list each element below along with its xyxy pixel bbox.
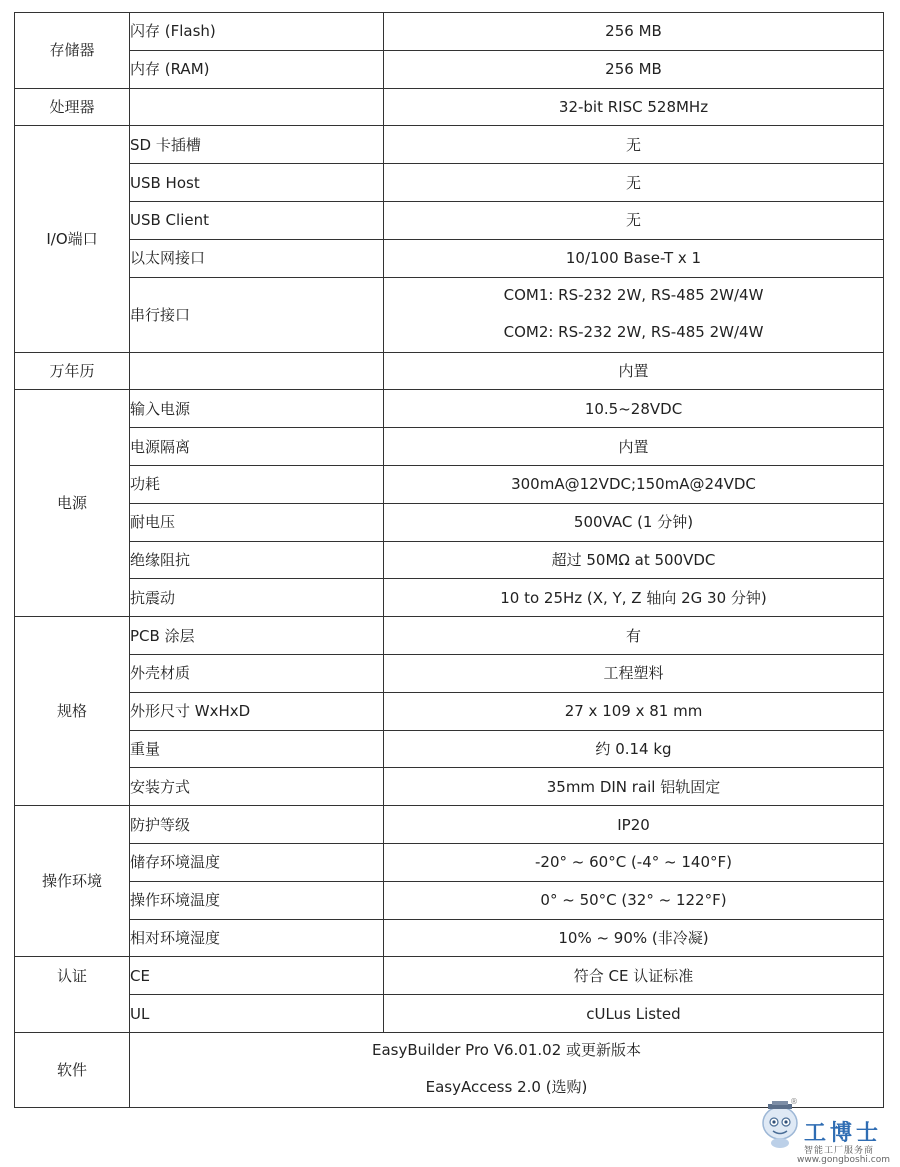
- registered-mark: ®: [790, 1097, 798, 1106]
- category-cell: 处理器: [15, 88, 130, 126]
- spec-label-cell: PCB 涂层: [130, 617, 384, 655]
- spec-value: 约 0.14 kg: [595, 739, 672, 758]
- category-cell: 电源: [15, 390, 130, 617]
- spec-value: 无: [625, 135, 641, 154]
- category-cell: 万年历: [15, 352, 130, 390]
- spec-table: [14, 12, 884, 1108]
- table-row: [15, 50, 884, 88]
- table-row: [15, 730, 884, 768]
- value-cell: [384, 126, 884, 164]
- spec-value: 有: [625, 626, 641, 645]
- spec-label-cell: 内存 (RAM): [130, 50, 384, 88]
- value-cell: [384, 390, 884, 428]
- table-row: [15, 239, 884, 277]
- table-row: [15, 654, 884, 692]
- spec-value: 10/100 Base-T x 1: [565, 249, 702, 268]
- table-row: [15, 617, 884, 655]
- spec-value: 内置: [618, 437, 649, 456]
- table-row: [15, 465, 884, 503]
- value-cell: [384, 806, 884, 844]
- value-cell: [384, 617, 884, 655]
- table-row: [15, 201, 884, 239]
- spec-label-cell: 功耗: [130, 465, 384, 503]
- spec-value: 300mA@12VDC;150mA@24VDC: [511, 475, 756, 494]
- table-row: [15, 13, 884, 51]
- watermark-subtitle: 智能工厂服务商: [804, 1146, 875, 1156]
- value-cell: [384, 692, 884, 730]
- spec-label-cell: 操作环境温度: [130, 881, 384, 919]
- spec-value: 无: [625, 211, 641, 230]
- table-row: [15, 126, 884, 164]
- value-cell: [384, 919, 884, 957]
- spec-label-cell: 抗震动: [130, 579, 384, 617]
- spec-value: IP20: [617, 815, 650, 834]
- spec-value: 内置: [618, 361, 649, 380]
- value-cell: [384, 579, 884, 617]
- table-row: [15, 390, 884, 428]
- value-cell: [384, 465, 884, 503]
- spec-label-cell: 绝缘阻抗: [130, 541, 384, 579]
- category-cell: 软件: [15, 1032, 130, 1107]
- spec-value: 256 MB: [605, 60, 662, 79]
- spec-label-cell: 串行接口: [130, 277, 384, 352]
- value-cell: [384, 352, 884, 390]
- table-row: [15, 881, 884, 919]
- table-row: [15, 352, 884, 390]
- category-cell: 认证: [15, 957, 130, 1033]
- spec-value: 10 to 25Hz (X, Y, Z 轴向 2G 30 分钟): [500, 588, 767, 607]
- spec-label-cell: 安装方式: [130, 768, 384, 806]
- table-row: [15, 957, 884, 995]
- table-row: [15, 995, 884, 1033]
- watermark-brand: 工博士: [804, 1120, 883, 1146]
- robot-mascot-icon: [758, 1101, 802, 1149]
- category-cell: 操作环境: [15, 806, 130, 957]
- category-cell: 规格: [15, 617, 130, 806]
- spec-value: 10.5~28VDC: [584, 399, 683, 418]
- category-cell: 存储器: [15, 13, 130, 89]
- table-row: [15, 919, 884, 957]
- spec-value: 工程塑料: [603, 664, 664, 683]
- spec-label-cell: 防护等级: [130, 806, 384, 844]
- spec-label-cell: [130, 352, 384, 390]
- table-row: [15, 503, 884, 541]
- table-row: [15, 843, 884, 881]
- spec-label-cell: SD 卡插槽: [130, 126, 384, 164]
- table-row: [15, 541, 884, 579]
- spec-label-cell: 闪存 (Flash): [130, 13, 384, 51]
- table-row: [15, 88, 884, 126]
- value-cell: [384, 881, 884, 919]
- value-cell: [384, 88, 884, 126]
- spec-value: 500VAC (1 分钟): [573, 513, 694, 532]
- spec-value: 无: [625, 173, 641, 192]
- category-cell: I/O端口: [15, 126, 130, 352]
- spec-value: -20° ~ 60°C (-4° ~ 140°F): [535, 853, 732, 872]
- value-cell: [384, 201, 884, 239]
- value-cell: [384, 541, 884, 579]
- spec-label-cell: USB Client: [130, 201, 384, 239]
- spec-value: 10% ~ 90% (非冷凝): [558, 928, 709, 947]
- spec-value: COM2: RS-232 2W, RS-485 2W/4W: [503, 322, 764, 341]
- spec-value: 27 x 109 x 81 mm: [564, 702, 703, 721]
- spec-label-cell: [130, 88, 384, 126]
- spec-label-cell: 外形尺寸 WxHxD: [130, 692, 384, 730]
- spec-value: EasyBuilder Pro V6.01.02 或更新版本: [371, 1040, 642, 1059]
- spec-label-cell: 以太网接口: [130, 239, 384, 277]
- value-cell: [384, 730, 884, 768]
- spec-value: COM1: RS-232 2W, RS-485 2W/4W: [503, 285, 764, 304]
- spec-value: 0° ~ 50°C (32° ~ 122°F): [540, 891, 727, 910]
- table-row: [15, 579, 884, 617]
- value-cell: [384, 654, 884, 692]
- spec-label-cell: CE: [130, 957, 384, 995]
- spec-value: 符合 CE 认证标准: [573, 966, 694, 985]
- value-cell: [384, 843, 884, 881]
- spec-label-cell: 外壳材质: [130, 654, 384, 692]
- spec-label-cell: 储存环境温度: [130, 843, 384, 881]
- spec-label-cell: 重量: [130, 730, 384, 768]
- spec-label-cell: 电源隔离: [130, 428, 384, 466]
- table-row: [15, 806, 884, 844]
- value-cell: [384, 995, 884, 1033]
- spec-label-cell: 相对环境湿度: [130, 919, 384, 957]
- spec-label-cell: 输入电源: [130, 390, 384, 428]
- spec-value: 32-bit RISC 528MHz: [558, 97, 709, 116]
- table-row: [15, 164, 884, 202]
- spec-label-cell: UL: [130, 995, 384, 1033]
- spec-value: cULus Listed: [586, 1004, 681, 1023]
- table-row: [15, 428, 884, 466]
- spec-value: 256 MB: [605, 22, 662, 41]
- table-row: [15, 277, 884, 352]
- table-row: [15, 768, 884, 806]
- value-cell: [384, 503, 884, 541]
- value-cell: [384, 277, 884, 352]
- value-cell: [384, 239, 884, 277]
- watermark-url: www.gongboshi.com: [797, 1155, 890, 1165]
- spec-value: 超过 50MΩ at 500VDC: [551, 550, 716, 569]
- value-cell: [384, 428, 884, 466]
- value-cell: [384, 13, 884, 51]
- spec-label-cell: USB Host: [130, 164, 384, 202]
- value-cell: [384, 957, 884, 995]
- table-row: [15, 692, 884, 730]
- spec-label-cell: 耐电压: [130, 503, 384, 541]
- value-cell: [384, 164, 884, 202]
- value-cell: [384, 50, 884, 88]
- spec-value: EasyAccess 2.0 (选购): [425, 1077, 588, 1096]
- value-cell: [384, 768, 884, 806]
- watermark-logo: [752, 1093, 890, 1165]
- spec-value: 35mm DIN rail 铝轨固定: [546, 777, 721, 796]
